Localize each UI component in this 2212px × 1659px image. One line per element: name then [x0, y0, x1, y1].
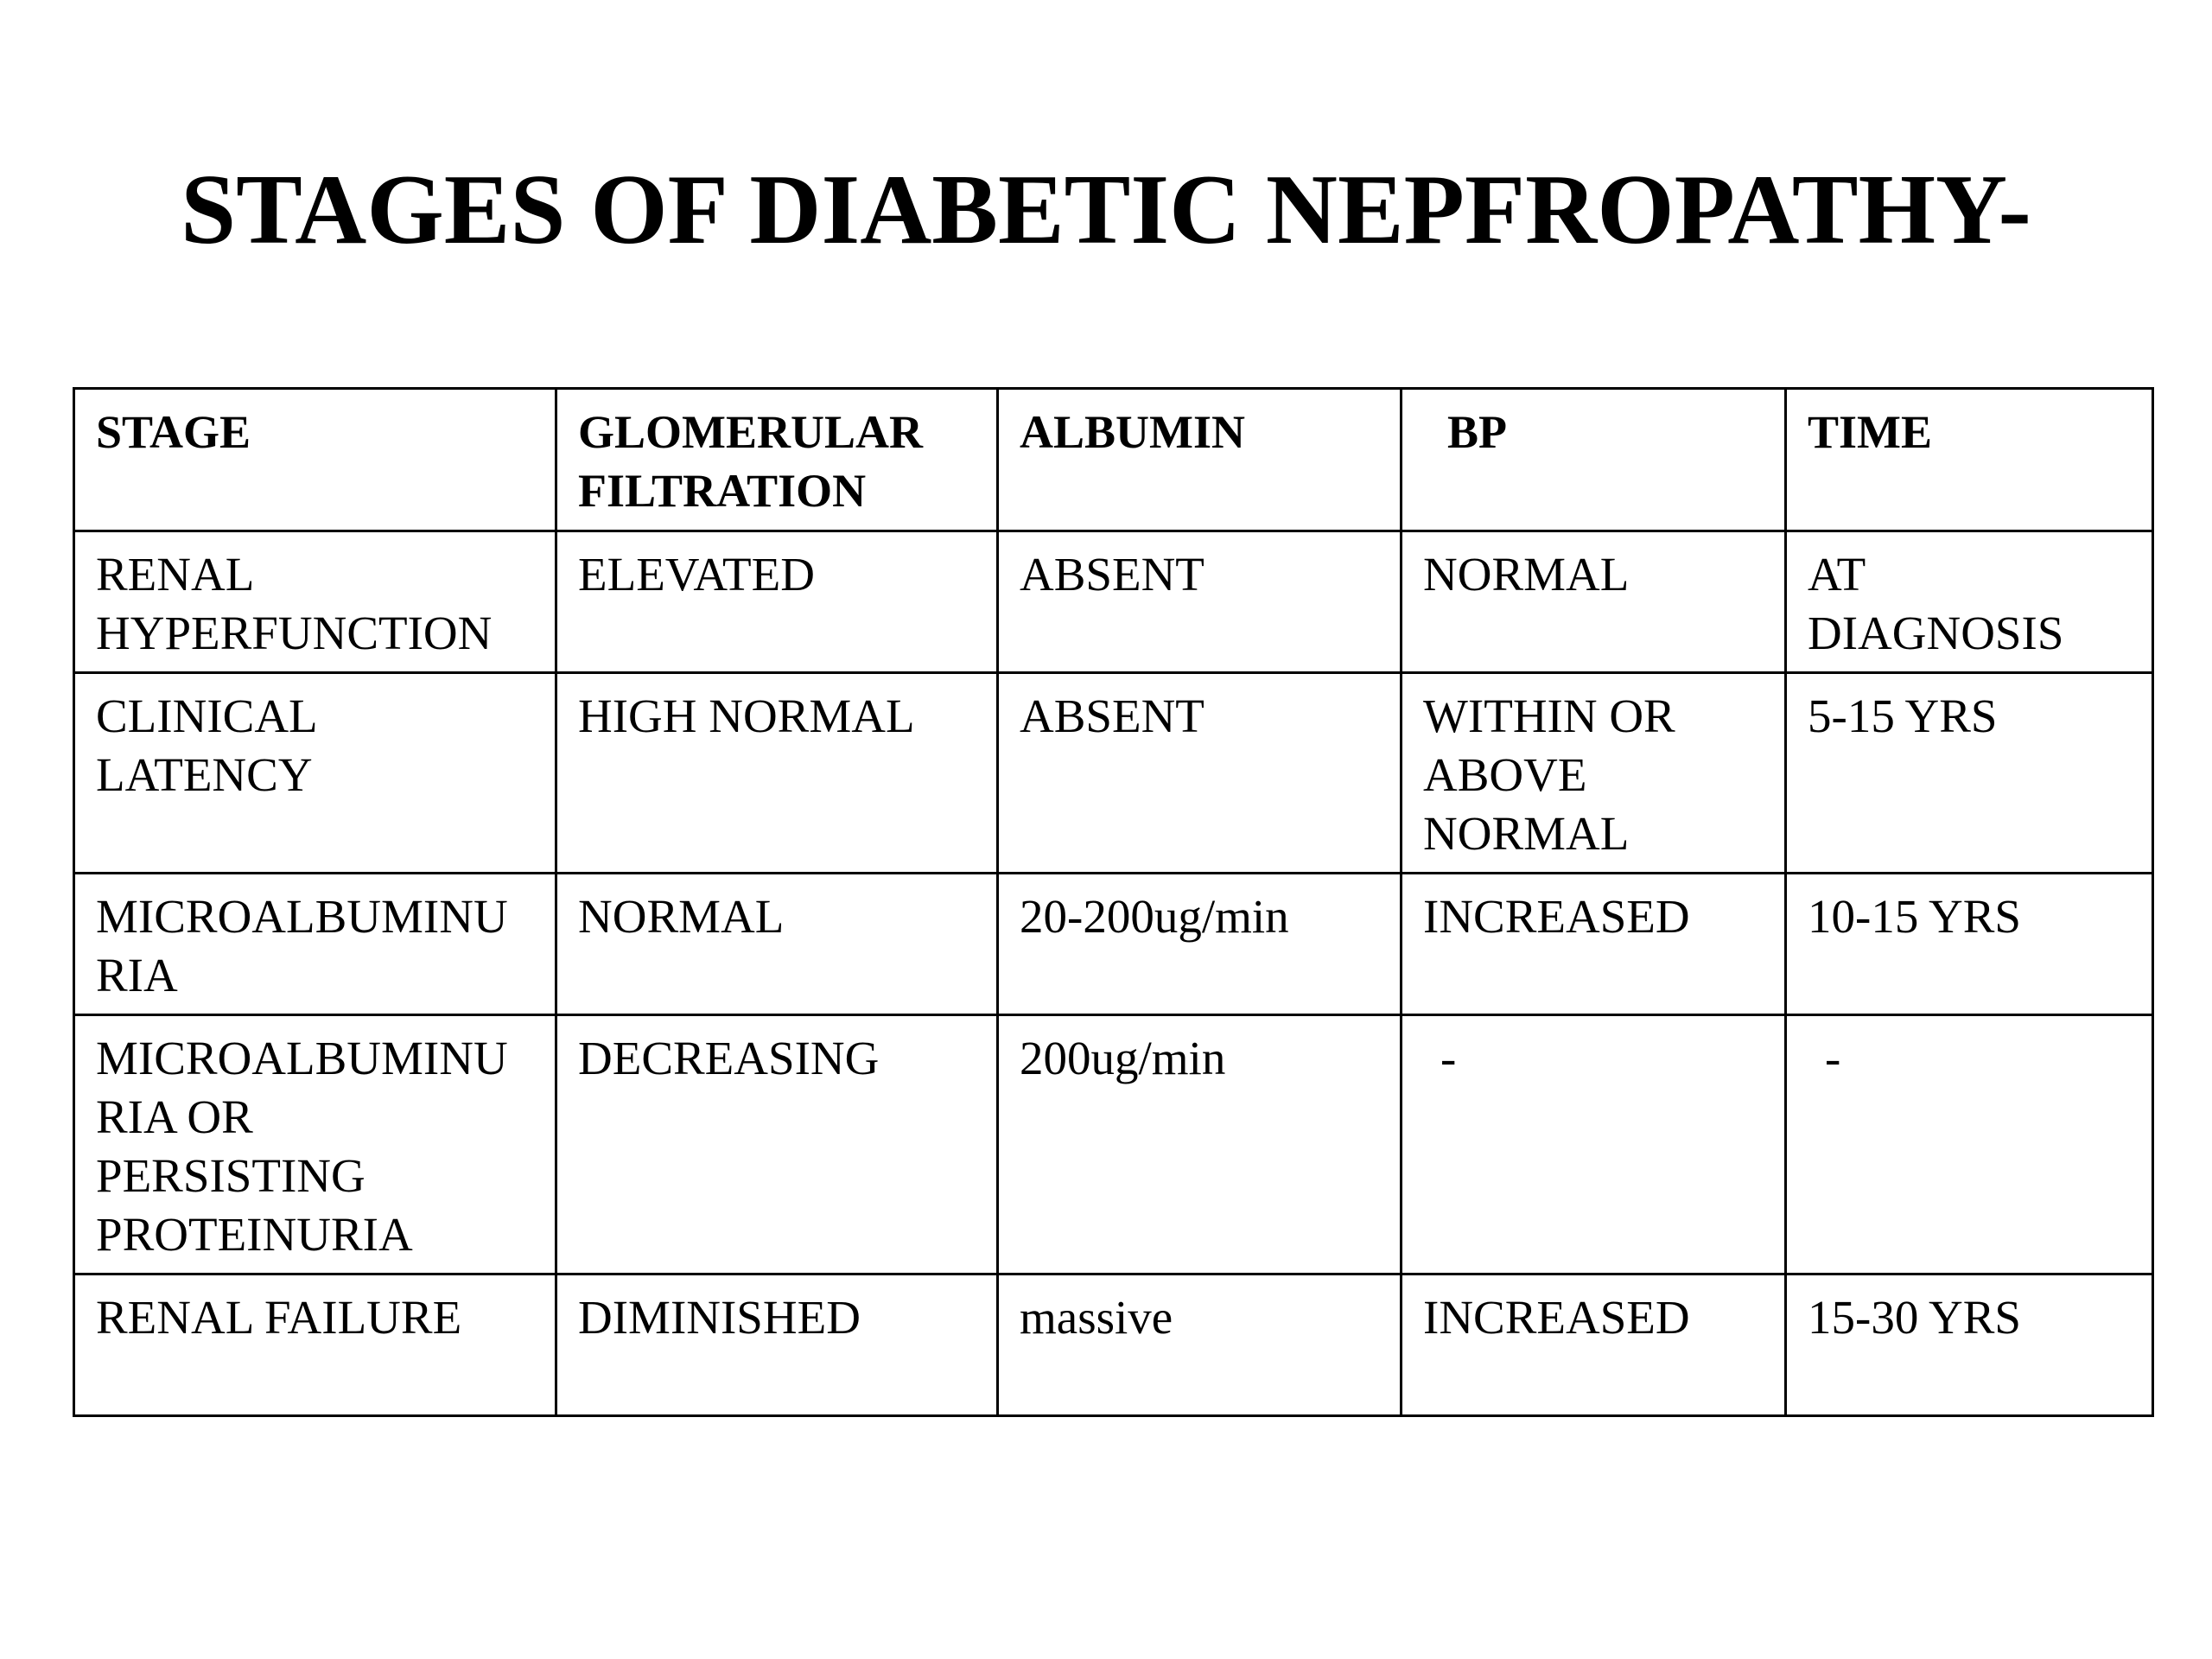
table-row — [74, 1274, 2153, 1416]
cell-bp: INCREASED — [1402, 1274, 1786, 1416]
header-time: TIME — [1786, 389, 2153, 531]
cell-time: 10-15 YRS — [1786, 874, 2153, 1015]
table-row — [74, 673, 2153, 874]
cell-albumin: 200ug/min — [998, 1015, 1402, 1274]
cell-time: - — [1786, 1015, 2153, 1274]
cell-time: AT DIAGNOSIS — [1786, 531, 2153, 673]
cell-bp: INCREASED — [1402, 874, 1786, 1015]
cell-albumin: 20-200ug/min — [998, 874, 1402, 1015]
table-row — [74, 874, 2153, 1015]
cell-glomerular-filtration: DIMINISHED — [556, 1274, 998, 1416]
cell-albumin: ABSENT — [998, 673, 1402, 874]
stages-table — [73, 387, 2154, 1417]
header-bp: BP — [1402, 389, 1786, 531]
cell-glomerular-filtration: HIGH NORMAL — [556, 673, 998, 874]
cell-time: 15-30 YRS — [1786, 1274, 2153, 1416]
cell-albumin: massive — [998, 1274, 1402, 1416]
cell-stage: MICROALBUMINU RIA — [74, 874, 556, 1015]
cell-bp: NORMAL — [1402, 531, 1786, 673]
slide-title: STAGES OF DIABETIC NEPFROPATHY- — [181, 155, 2031, 264]
cell-bp: WITHIN OR ABOVE NORMAL — [1402, 673, 1786, 874]
cell-glomerular-filtration: NORMAL — [556, 874, 998, 1015]
header-stage: STAGE — [74, 389, 556, 531]
cell-stage: RENAL FAILURE — [74, 1274, 556, 1416]
header-albumin: ALBUMIN — [998, 389, 1402, 531]
header-glomerular-filtration: GLOMERULAR FILTRATION — [556, 389, 998, 531]
cell-stage: MICROALBUMINU RIA OR PERSISTING PROTEINURIA — [74, 1015, 556, 1274]
cell-glomerular-filtration: ELEVATED — [556, 531, 998, 673]
cell-stage: CLINICAL LATENCY — [74, 673, 556, 874]
cell-time: 5-15 YRS — [1786, 673, 2153, 874]
table-header-row — [74, 389, 2153, 531]
cell-bp: - — [1402, 1015, 1786, 1274]
table-row — [74, 1015, 2153, 1274]
cell-stage: RENAL HYPERFUNCTION — [74, 531, 556, 673]
cell-glomerular-filtration: DECREASING — [556, 1015, 998, 1274]
cell-albumin: ABSENT — [998, 531, 1402, 673]
table-row — [74, 531, 2153, 673]
